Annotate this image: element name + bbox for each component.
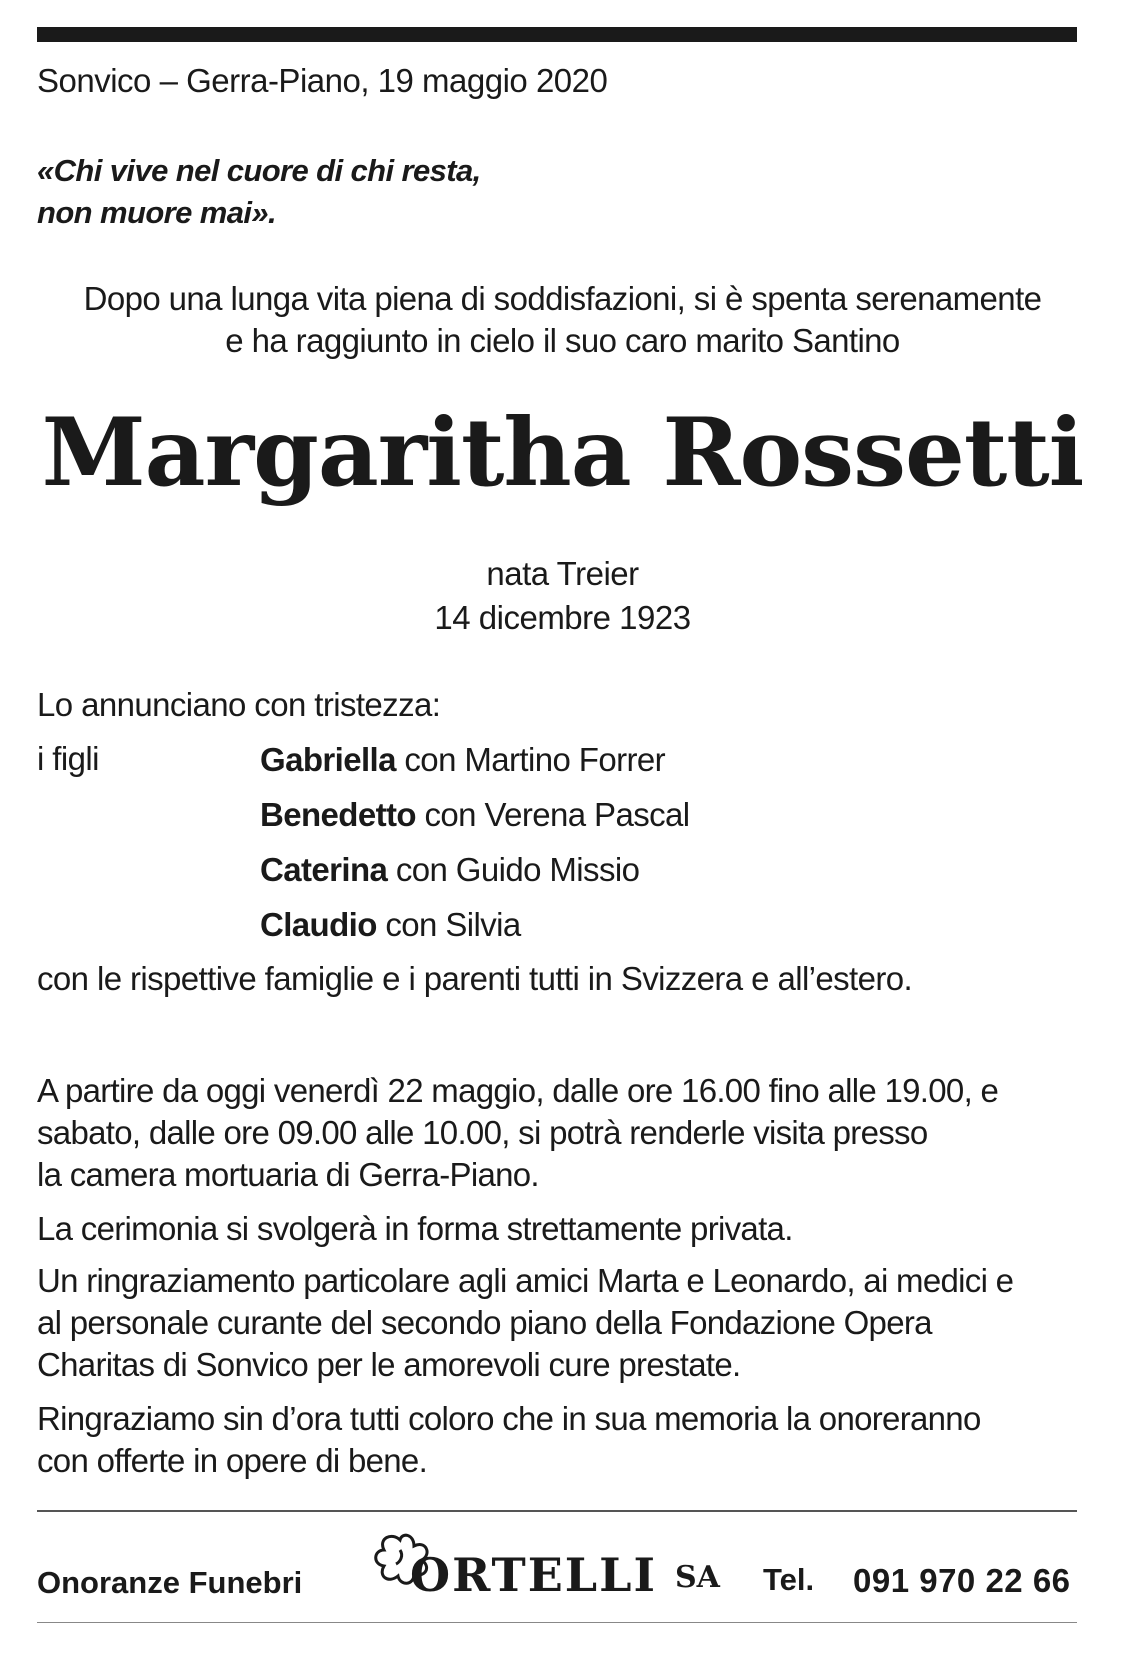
child-entry [260, 795, 690, 850]
place-date: Sonvico – Gerra-Piano, 19 maggio 2020 [37, 62, 608, 99]
thanks-paragraph [37, 1260, 1097, 1386]
footer-rule [37, 1510, 1077, 1512]
intro-text [0, 278, 1125, 362]
thanks-line: Un ringraziamento particolare agli amici Marta e Leonardo, ai medici e [37, 1262, 1014, 1299]
thanks-line: Charitas di Sonvico per le amorevoli cure prestate. [37, 1346, 741, 1383]
families-line: con le rispettive famiglie e i parenti tutti in Svizzera e all’estero. [37, 960, 913, 997]
birth-info [0, 552, 1125, 640]
child-name: Claudio [260, 906, 377, 943]
visit-line: A partire da oggi venerdì 22 maggio, dalle ore 16.00 fino alle 19.00, e [37, 1072, 999, 1109]
visit-line: sabato, dalle ore 09.00 alle 10.00, si potrà renderle visita presso [37, 1114, 928, 1151]
offer-line: Ringraziamo sin d’ora tutti coloro che in sua memoria la onoreranno [37, 1400, 981, 1437]
visit-line: la camera mortuaria di Gerra-Piano. [37, 1156, 539, 1193]
intro-line-2: e ha raggiunto in cielo il suo caro marito Santino [225, 322, 900, 359]
deceased-name: Margaritha Rossetti [41, 398, 1084, 508]
children-list [260, 740, 690, 960]
funeral-service-label: Onoranze Funebri [37, 1565, 303, 1600]
child-entry [260, 850, 690, 905]
quote [37, 150, 481, 234]
maiden-name: nata Treier [486, 555, 639, 592]
top-rule [37, 27, 1077, 42]
child-name: Benedetto [260, 796, 416, 833]
child-name: Gabriella [260, 741, 396, 778]
visitation-paragraph [37, 1070, 1097, 1196]
children-label: i figli [37, 740, 99, 777]
bottom-rule [37, 1622, 1077, 1623]
child-partner: con Guido Missio [387, 851, 640, 888]
child-entry [260, 740, 690, 795]
child-entry [260, 905, 690, 960]
child-partner: con Martino Forrer [395, 741, 666, 778]
quote-line-1: «Chi vive nel cuore di chi resta, [37, 153, 481, 188]
announcement-lead: Lo annunciano con tristezza: [37, 686, 441, 723]
thanks-line: al personale curante del secondo piano della Fondazione Opera [37, 1304, 932, 1341]
quote-line-2: non muore mai». [37, 195, 277, 230]
company-logo-text: ORTELLI [410, 1548, 657, 1602]
intro-line-1: Dopo una lunga vita piena di soddisfazioni, si è spenta serenamente [83, 280, 1042, 317]
tel-label: Tel. [763, 1562, 815, 1597]
company-logo-suffix: SA [675, 1560, 720, 1595]
birth-date: 14 dicembre 1923 [434, 599, 691, 636]
offerings-paragraph [37, 1398, 1097, 1482]
child-partner: con Verena Pascal [415, 796, 690, 833]
offer-line: con offerte in opere di bene. [37, 1442, 428, 1479]
child-name: Caterina [260, 851, 388, 888]
phone-number: 091 970 22 66 [853, 1562, 1071, 1599]
child-partner: con Silvia [376, 906, 521, 943]
ceremony-paragraph: La cerimonia si svolgerà in forma strettamente privata. [37, 1210, 793, 1247]
